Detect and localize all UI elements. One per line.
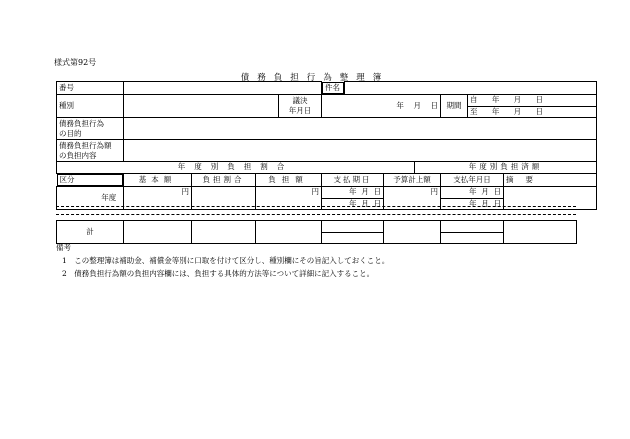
register-table — [56, 81, 597, 210]
body-row-1 — [57, 187, 597, 199]
total-shiharai-kijitsu[interactable] — [322, 221, 384, 233]
total-shiharai-ymd[interactable] — [441, 221, 504, 233]
field-kikan-from[interactable]: 自 年 月 日 — [468, 95, 597, 107]
cell-kubun[interactable]: 年度 — [57, 187, 124, 210]
label-total: 計 — [86, 227, 94, 236]
header-futan-wariai: 負担割合 — [202, 174, 245, 184]
cell-yosan-keijou[interactable]: 円 — [384, 187, 441, 210]
cell-shiharai-kijitsu[interactable]: 年 月 日 — [322, 187, 384, 199]
header-nendo-futan-wariai: 年度別負担割合 — [57, 162, 415, 174]
field-bango[interactable] — [124, 82, 322, 95]
label-naiyou-1: 債務負担行為額 — [59, 140, 112, 150]
cell-shiharai-ymd[interactable]: 年 月 日 — [441, 187, 504, 199]
row-purpose — [57, 118, 597, 140]
cell-shiharai-ymd-2[interactable]: 年 月 日 — [441, 198, 504, 210]
note-item-2: 2 債務負担行為額の負担内容欄には、負担する具体的方法等について詳細に記入すること。 — [62, 269, 375, 278]
field-mokuteki[interactable] — [124, 118, 597, 140]
field-kenmei[interactable] — [345, 82, 597, 95]
row-number-subject — [57, 82, 597, 95]
note-item-1: 1 この整理簿は補助金、補償金等別に口取を付けて区分し、種別欄にその旨記入しておくこと。 — [62, 256, 390, 265]
label-mokuteki-2: の目的 — [59, 128, 82, 138]
row-group-headers — [57, 162, 597, 174]
label-kikan: 期間 — [446, 101, 462, 110]
form-number-label: 様式第92号 — [54, 58, 97, 67]
notes-section — [56, 241, 576, 280]
header-kihon-gaku: 基本額 — [138, 174, 177, 184]
cell-shiharai-kijitsu-2[interactable]: 年 月 日 — [322, 198, 384, 210]
label-mokuteki-1: 債務負担行為 — [59, 118, 104, 128]
header-nendo-futan-zumi: 年度別負担済額 — [415, 162, 597, 174]
label-kenmei: 件名 — [325, 82, 340, 92]
header-kubun: 区分 — [59, 174, 75, 184]
continuation-break-top — [56, 206, 576, 207]
label-bango: 番号 — [59, 83, 74, 92]
field-naiyou[interactable] — [124, 140, 597, 162]
cell-kihon-gaku[interactable]: 円 — [124, 187, 192, 210]
field-shubetsu[interactable] — [124, 95, 279, 118]
label-shubetsu: 種別 — [59, 101, 74, 110]
row-column-headers — [57, 173, 597, 187]
header-shiharai-kijitsu: 支払期日 — [333, 174, 372, 184]
label-giketsu: 議決 — [292, 96, 308, 105]
header-shiharai-ymd: 支払年月日 — [453, 174, 491, 184]
header-futan-gaku: 負担額 — [268, 174, 309, 184]
field-kikan-to[interactable]: 至 年 月 日 — [468, 106, 597, 118]
notes-label: 備考 — [56, 243, 71, 252]
continuation-break-bottom — [56, 214, 576, 215]
label-naiyou-2: の負担内容 — [59, 150, 97, 160]
row-type-resolution — [57, 95, 597, 107]
document-title: 債務負担行為整理簿 — [240, 73, 390, 83]
row-burden-content — [57, 140, 597, 162]
total-row — [57, 221, 577, 233]
header-tekiyou: 摘要 — [506, 174, 545, 184]
cell-futan-gaku[interactable]: 円 — [256, 187, 322, 210]
field-giketsu-date[interactable]: 年 月 日 — [322, 95, 441, 118]
label-giketsu-date: 年月日 — [288, 106, 312, 115]
header-yosan-keijou: 予算計上額 — [393, 174, 431, 184]
